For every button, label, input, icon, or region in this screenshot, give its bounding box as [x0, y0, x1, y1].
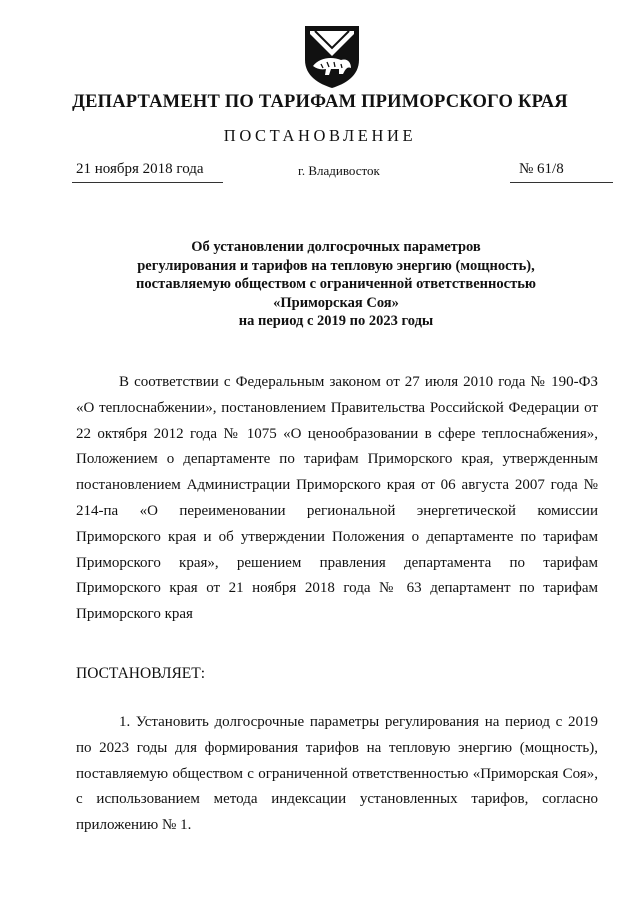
coat-of-arms-icon	[301, 22, 363, 90]
document-city: г. Владивосток	[298, 163, 380, 178]
document-subject	[0, 238, 640, 331]
document-number: № 61/8	[519, 161, 564, 177]
department-title: ДЕПАРТАМЕНТ ПО ТАРИФАМ ПРИМОРСКОГО КРАЯ	[72, 92, 568, 112]
document-type: ПОСТАНОВЛЕНИЕ	[223, 126, 417, 145]
document-date: 21 ноября 2018 года	[76, 161, 204, 177]
number-underline	[510, 182, 613, 183]
subject-line: «Приморская Соя»	[273, 294, 399, 311]
item-1-paragraph: 1. Установить долгосрочные параметры регулирования на период с 2019 по 2023 годы для формирования тарифов на тепловую энергию (мощность), поставляемую обществом с ограниченной ответственностью «Приморская Соя», с использованием метода индексации установленных тарифов, согласно приложению № 1.	[76, 714, 598, 834]
resolve-heading: ПОСТАНОВЛЯЕТ:	[76, 665, 206, 682]
preamble-paragraph: В соответствии с Федеральным законом от 27 июля 2010 года № 190-ФЗ «О теплоснабжении», постановлением Правительства Российской Федерации от 22 октября 2012 года № 1075 «О ценообразовании в сфере теплоснабжения», Положением о департаменте по тарифам Приморского края, утвержденным постановлением Администрации Приморского края от 06 августа 2007 года № 214-па «О переименовании региональной энергетической комиссии Приморского края и об утверждении Положения о департаменте по тарифам Приморского края», решением правления департамента по тарифам Приморского края от 21 ноября 2018 года № 63 департамент по тарифам Приморского края	[76, 374, 598, 623]
date-underline	[72, 182, 223, 183]
subject-line: Об установлении долгосрочных параметров	[191, 239, 481, 255]
subject-line: на период с 2019 по 2023 годы	[238, 313, 434, 330]
subject-line: поставляемую обществом с ограниченной ответственностью	[136, 276, 536, 293]
subject-line: регулирования и тарифов на тепловую энергию (мощность),	[137, 257, 535, 274]
